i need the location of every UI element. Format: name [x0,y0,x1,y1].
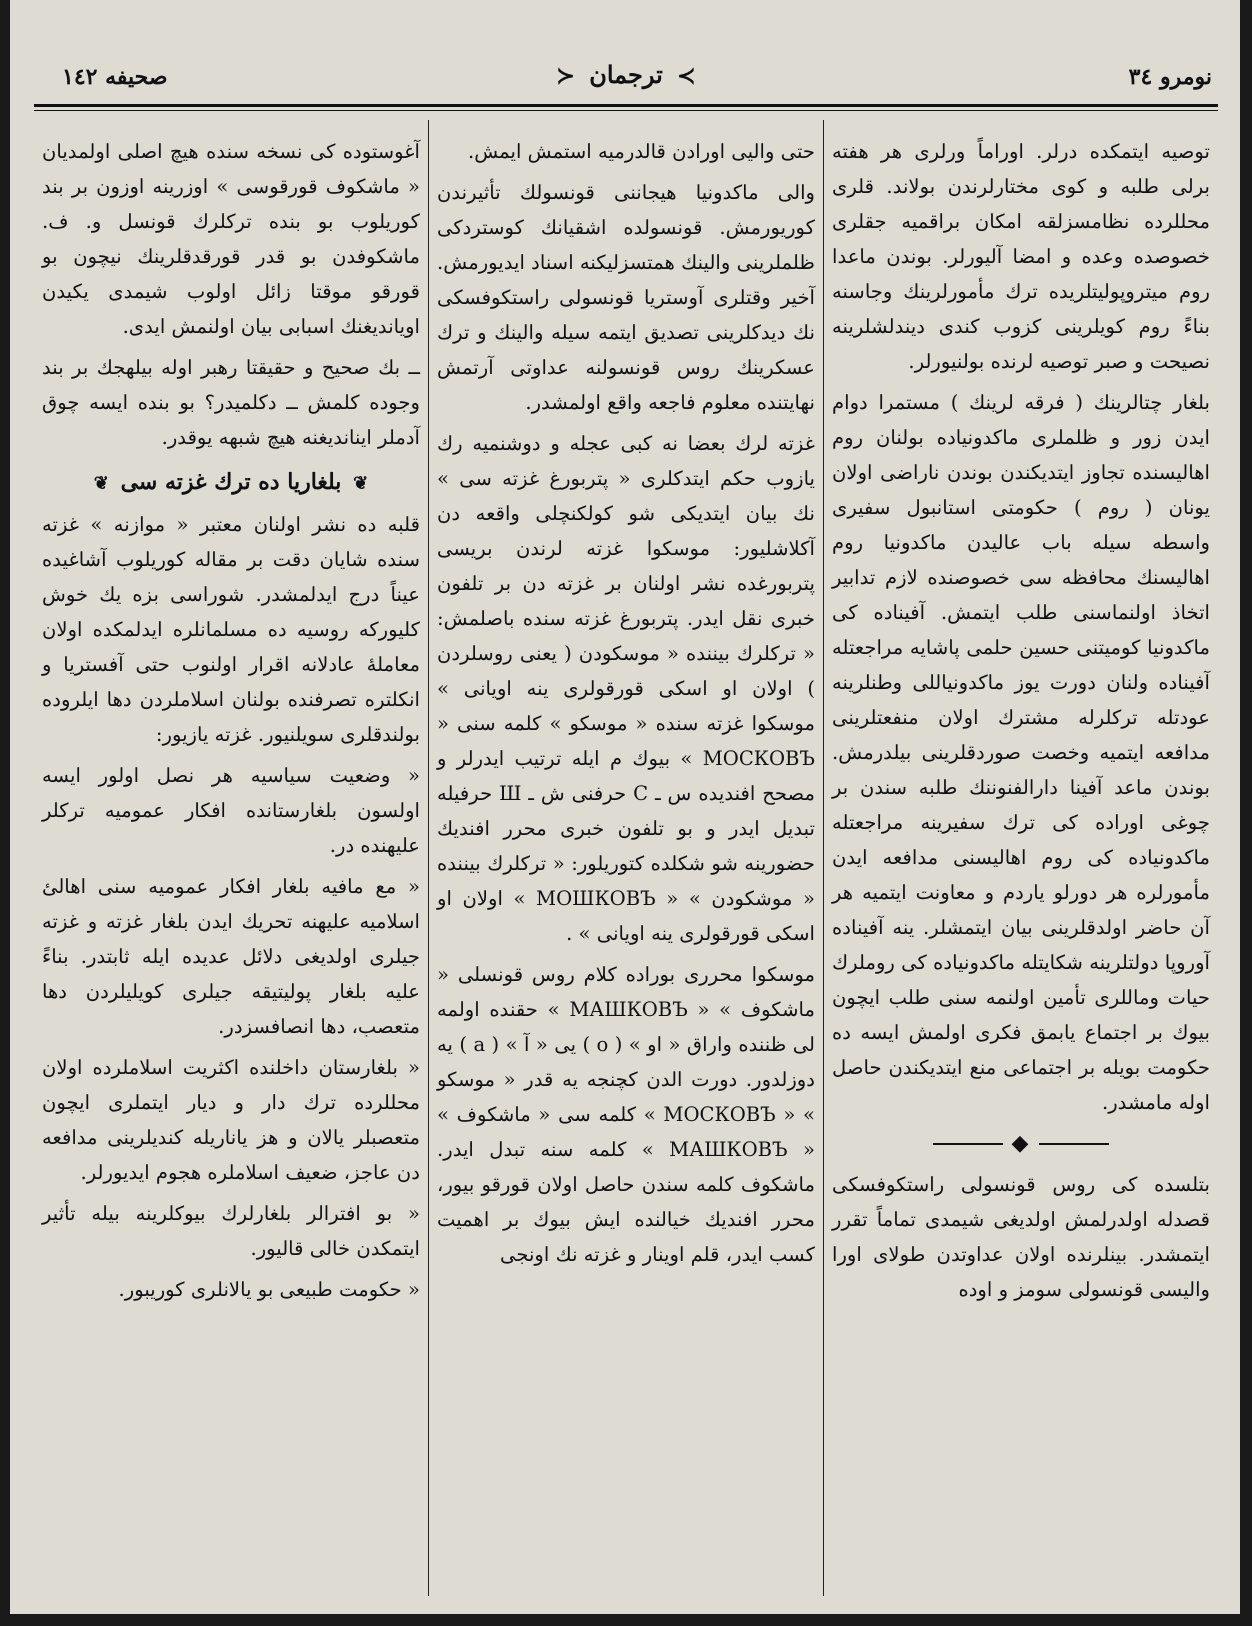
title-ornament-right-icon: ≻ [677,63,696,89]
section-separator [832,1126,1210,1161]
paragraph: « وضعيت سياسيه هر نصل اولور ايسه اولسون بلغارستانده افكار عموميه تركلر عليهنده در. [42,764,420,857]
column-middle [429,120,824,1596]
scan-edge-left [0,0,10,1626]
paragraph: حتى واليى اورادن قالدرميه استمش ايمش. [467,140,815,163]
page-header [32,56,1220,104]
paragraph: ــ بك صحيح و حقيقتا رهبر اوله بيلهجك بر بند وجوده كلمش ــ دكلميدر؟ بو بنده ايسه چوق آدملر اينانديغنه هيچ شبهه يوقدر. [42,356,420,449]
title-ornament-left-icon: ≺ [556,63,575,89]
column-left [34,120,429,1596]
paragraph: « مع مافيه بلغار افكار عموميه سنى اهالئ اسلاميه عليهنه تحريك ايدن بلغار غزته و غزته جيلرى اولديغى دلائل عديده ايله ثابتدر. بناءً عليه بلغار پوليتيقه جيلرى كويليلردن دها متعصب، دها انصافسزدر. [42,875,420,1038]
text-columns [34,120,1218,1596]
header-rule-thick [34,104,1218,107]
paragraph: « حكومت طبيعى بو يالانلرى كوريبور. [118,1278,420,1301]
issue-number: نومرو ٣٤ [1128,64,1212,90]
paragraph: والى ماكدونيا هيجاننى قونسولك تأثيرندن كوريورمش. قونسولده اشقيانك كوستردكى ظلملرينى والينك همتسزليكنه اسناد ايديورمش. آخير وقتلرى آوستريا قونسولى راستكوفسكى نك ديدكلرينى تصديق ايتمه سيله والينك و ترك عسكرينك روس قونسولنه عداوتى آرتمش نهايتنده معلوم فاجعه واقع اولمشدر. [437,181,815,414]
paragraph: « بلغارستان داخلنده اكثريت اسلاملرده اولان محللرده ترك دار و ديار ايتملرى ايچون متعصبلر يالان و هز ياناريله كنديلرينى مدافعه دن عاجز، ضعيف اسلاملره هجوم ايديورلر. [42,1056,420,1184]
newspaper-title [550,60,701,89]
header-rule-thin [34,110,1218,111]
section-heading-text: بلغاريا ده ترك غزته سى [120,469,342,495]
newspaper-title-text: ترجمان [589,60,663,89]
paragraph: آغوستوده كى نسخه سنده هيچ اصلى اولمديان « ماشكوف قورقوسى » اوزرينه اوزون بر بند كوريلوب بو بنده تركلرك قونسل و. ف. ماشكوفدن بو قدر قورقدقلرينك نيچون بو قورقو موقتا زائل اولوب شيمدى يكيدن اويانديغنك اسبابى بيان اولنمش ايدى. [42,140,420,338]
paragraph: غزته لرك بعضا نه كبى عجله و دوشنميه رك يازوب حكم ايتدكلرى « پتربورغ غزته سى » نك بيان ايتديكى شو كولكنچلى واقعه دن آكلاشليور: موسكوا غزته لرندن بريسى پتربورغده نشر اولنان بر غزته دن بر تلفون خبرى نقل ايدر. پتربورغ غزته سنده باصلمش: « تركلرك بيننده « موسكودن ( يعنى روسلردن ) اولان او اسكى قورقولرى ينه اويانى » موسكوا غزته سنده « موسكو » كلمه سنى « МОСКОВЪ » بيوك م ايله ترتيب ايدرلر و مصحح افنديده س ـ С حرفنى ش ـ Ш حرفيله تبديل ايدر و بو تلفون خبرى محرر افنديك حضورينه شو شكلده كتوريلور: « تركلرك بيننده « موشكودن » « МОШКОВЪ » اولان او اسكى قورقولرى ينه اويانى » . [437,432,815,945]
scan-edge-right [1240,0,1252,1626]
column-right [824,120,1218,1596]
fleuron-right-icon: ❦ [353,473,369,494]
paragraph: « بو افترالر بلغارلرك بيوكلرينه بيله تأثير ايتمكدن خالى قاليور. [42,1202,420,1260]
section-heading [42,465,420,501]
separator-line [933,1143,1003,1145]
fleuron-left-icon: ❦ [93,473,109,494]
diamond-icon: ◆ [1011,1131,1031,1156]
paragraph: قلبه ده نشر اولنان معتبر « موازنه » غزته سنده شايان دقت بر مقاله كوريلوب آشاغيده عيناً درج ايدلمشدر. شوراسى بزه يك خوش كليوركه روسيه ده مسلمانلره ايدلمكده اولان معاملهٔ عادلانه اقرار اولنوب حتى آفستريا و انكلتره تصرفنده بولنان اسلاملردن دها ايلروده بولندقلرى سويلنيور. غزته يازيور: [42,513,420,746]
separator-line [1039,1143,1109,1145]
paragraph: موسكوا محررى بوراده كلام روس قونسلى « ماشكوف » « МАШКОВЪ » حقنده اولمه لى ظننده واراق « او » ( о ) يى « آ » ( а ) يه دوزلدور. دورت الدن كچنجه يه قدر « موسكو » « МОСКОВЪ » كلمه سى « ماشكوف » « МАШКОВЪ » كلمه سنه تبدل ايدر. ماشكوف كلمه سندن حاصل اولان قورقو بيور، محرر افنديك خيالنده ايش بيوك بر اهميت كسب ايدر، قلم اوينار و غزته نك اونجى [437,963,816,1266]
paragraph: بتلسده كى روس قونسولى راستكوفسكى قصدله اولدرلمش اولديغى شيمدى تماماً تقرر ايتمشدر. بينلرنده اولان عداوتدن طولاى اورا واليسى قونسولى سومز و اوده [832,1173,1210,1301]
paragraph: بلغار چتالرينك ( فرقه لرينك ) مستمرا دوام ايدن زور و ظلملرى ماكدونياده بولنان روم اهاليسنده تجاوز ايتديكندن بوندن ناراضى اولان يونان ( روم ) حكومتى استانبول سفيرى واسطه سيله باب عاليدن ماكدونيا روم اهاليسنك محافظه سى خصوصنده لازم تدابير اتخاذ اولنماسنى طلب ايتمش. آفيناده كى ماكدونيا كوميتنى حسين حلمى پاشايه مراجعتله آفيناده ولنان دورت يوز ماكدونياللى وطنلرينه عودتله تركلرله مشترك اولان منفعتلرينى مدافعه ايتميه وخصت صوردقلرينى بيلدرمش. بوندن ماعد آفينا دارالفنوننك طلبه سندن بر چوغى اوراده كى ترك سفيرينه مراجعتله ماكدونياده كى روم اهاليسنى مدافعه ايدن مأمورلره هر دورلو ياردم و معاونت ايتميه هر آن حاضر اولدقلرينى بيان ايتمشلر. ينه آفيناده آوروپا دولتلرينه شكايتله ماكدونياده كى روملرك حيات وماللرى تأمين اولنمه سنى طلب ايچون بيوك بر اجتماع يابمق فكرى اولمش ايسه ده حكومت بويله بر اجتماعى منع ايتديكندن حاصل اوله مامشدر. [832,391,1210,1114]
page-number: صحيفه ١٤٢ [62,64,168,90]
scan-edge-bottom [0,1614,1252,1626]
paragraph: توصيه ايتمكده درلر. اوراماً ورلرى هر هفته برلى طلبه و كوى مختارلرندن بولاند. قلرى محللرده نظامسزلقه امكان براقميه جقلرى خصوصده وعده و امضا آليورلر. بوندن ماعدا روم ميتروپوليتلريده ترك مأمورلرينك وجاسنه بناءً روم كويلرينى كزوب كندى ديندلشلرينه نصيحت و صبر توصيه لرنده بولنيورلر. [832,140,1210,373]
